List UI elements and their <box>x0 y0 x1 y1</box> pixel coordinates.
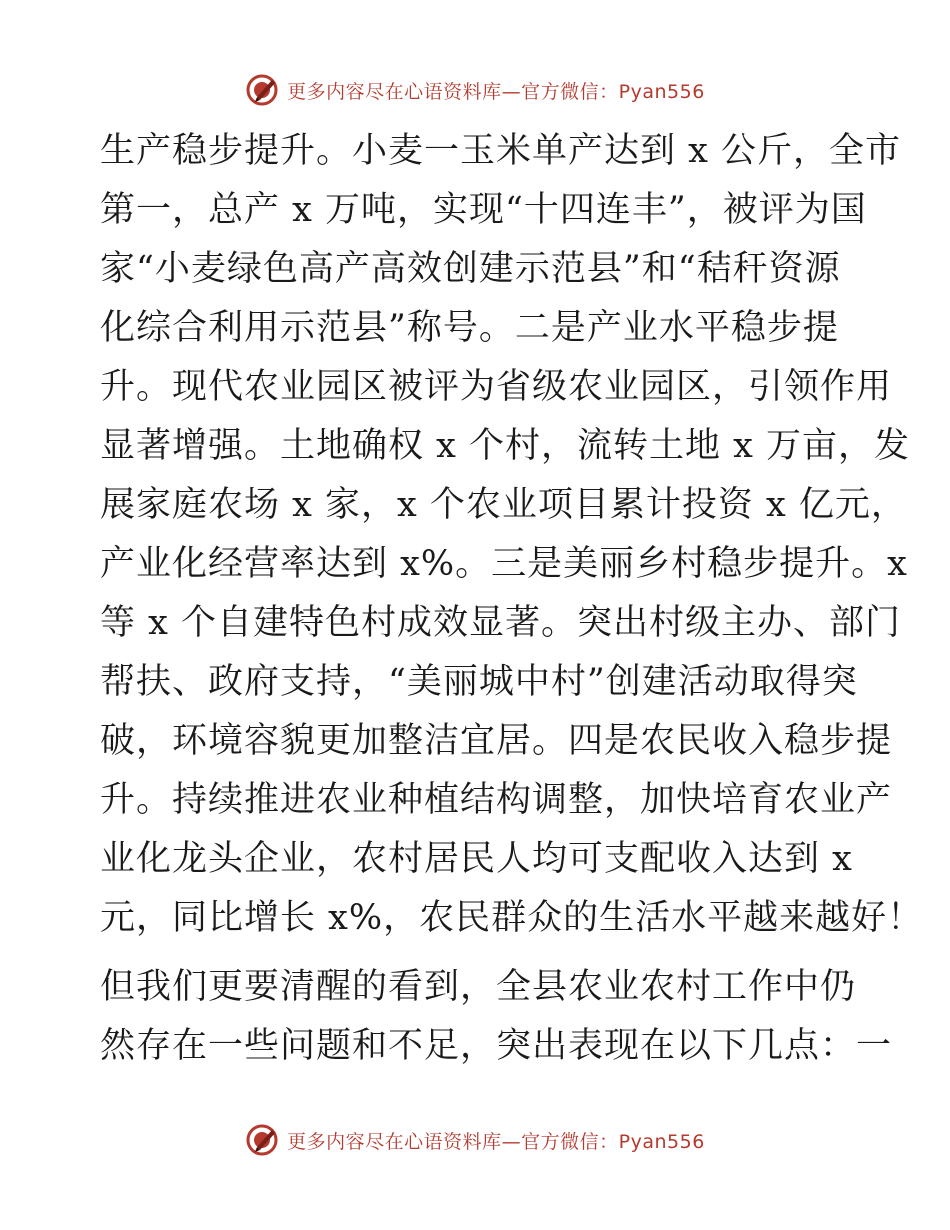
text-line: 等 x 个自建特色村成效显著。突出村级主办、部门 <box>100 603 901 643</box>
document-body <box>100 122 924 1076</box>
pen-logo-icon <box>245 1123 279 1157</box>
header-banner-text: 更多内容尽在心语资料库—官方微信：Pyan556 <box>287 80 705 103</box>
paragraph-2 <box>100 958 893 1076</box>
text-line: 升。现代农业园区被评为省级农业园区，引领作用 <box>100 367 893 407</box>
footer-banner <box>0 1120 950 1160</box>
pen-logo-icon <box>245 73 279 107</box>
text-line: 第一，总产 x 万吨，实现“十四连丰”，被评为国 <box>100 190 867 230</box>
footer-banner-text: 更多内容尽在心语资料库—官方微信：Pyan556 <box>287 1130 705 1153</box>
text-line: 业化龙头企业，农村居民人均可支配收入达到 x <box>100 839 853 879</box>
text-line: 帮扶、政府支持，“美丽城中村”创建活动取得突 <box>100 662 858 702</box>
header-banner <box>0 70 950 110</box>
text-line: 家“小麦绿色高产高效创建示范县”和“秸秆资源 <box>100 249 841 289</box>
paragraph-1 <box>100 122 924 948</box>
text-line: 元，同比增长 x%，农民群众的生活水平越来越好！ <box>100 898 924 938</box>
text-line: 生产稳步提升。小麦一玉米单产达到 x 公斤，全市 <box>100 131 901 171</box>
text-line: 化综合利用示范县”称号。二是产业水平稳步提 <box>100 308 839 348</box>
text-line: 显著增强。土地确权 x 个村，流转土地 x 万亩，发 <box>100 426 910 466</box>
text-line: 产业化经营率达到 x%。三是美丽乡村稳步提升。x <box>100 544 908 584</box>
text-line: 破，环境容貌更加整洁宜居。四是农民收入稳步提 <box>100 721 893 761</box>
text-line: 展家庭农场 x 家，x 个农业项目累计投资 x 亿元， <box>100 485 907 525</box>
text-line: 然存在一些问题和不足，突出表现在以下几点：一 <box>100 1026 893 1066</box>
text-line: 升。持续推进农业种植结构调整，加快培育农业产 <box>100 780 893 820</box>
text-line: 但我们更要清醒的看到，全县农业农村工作中仍 <box>100 967 857 1007</box>
